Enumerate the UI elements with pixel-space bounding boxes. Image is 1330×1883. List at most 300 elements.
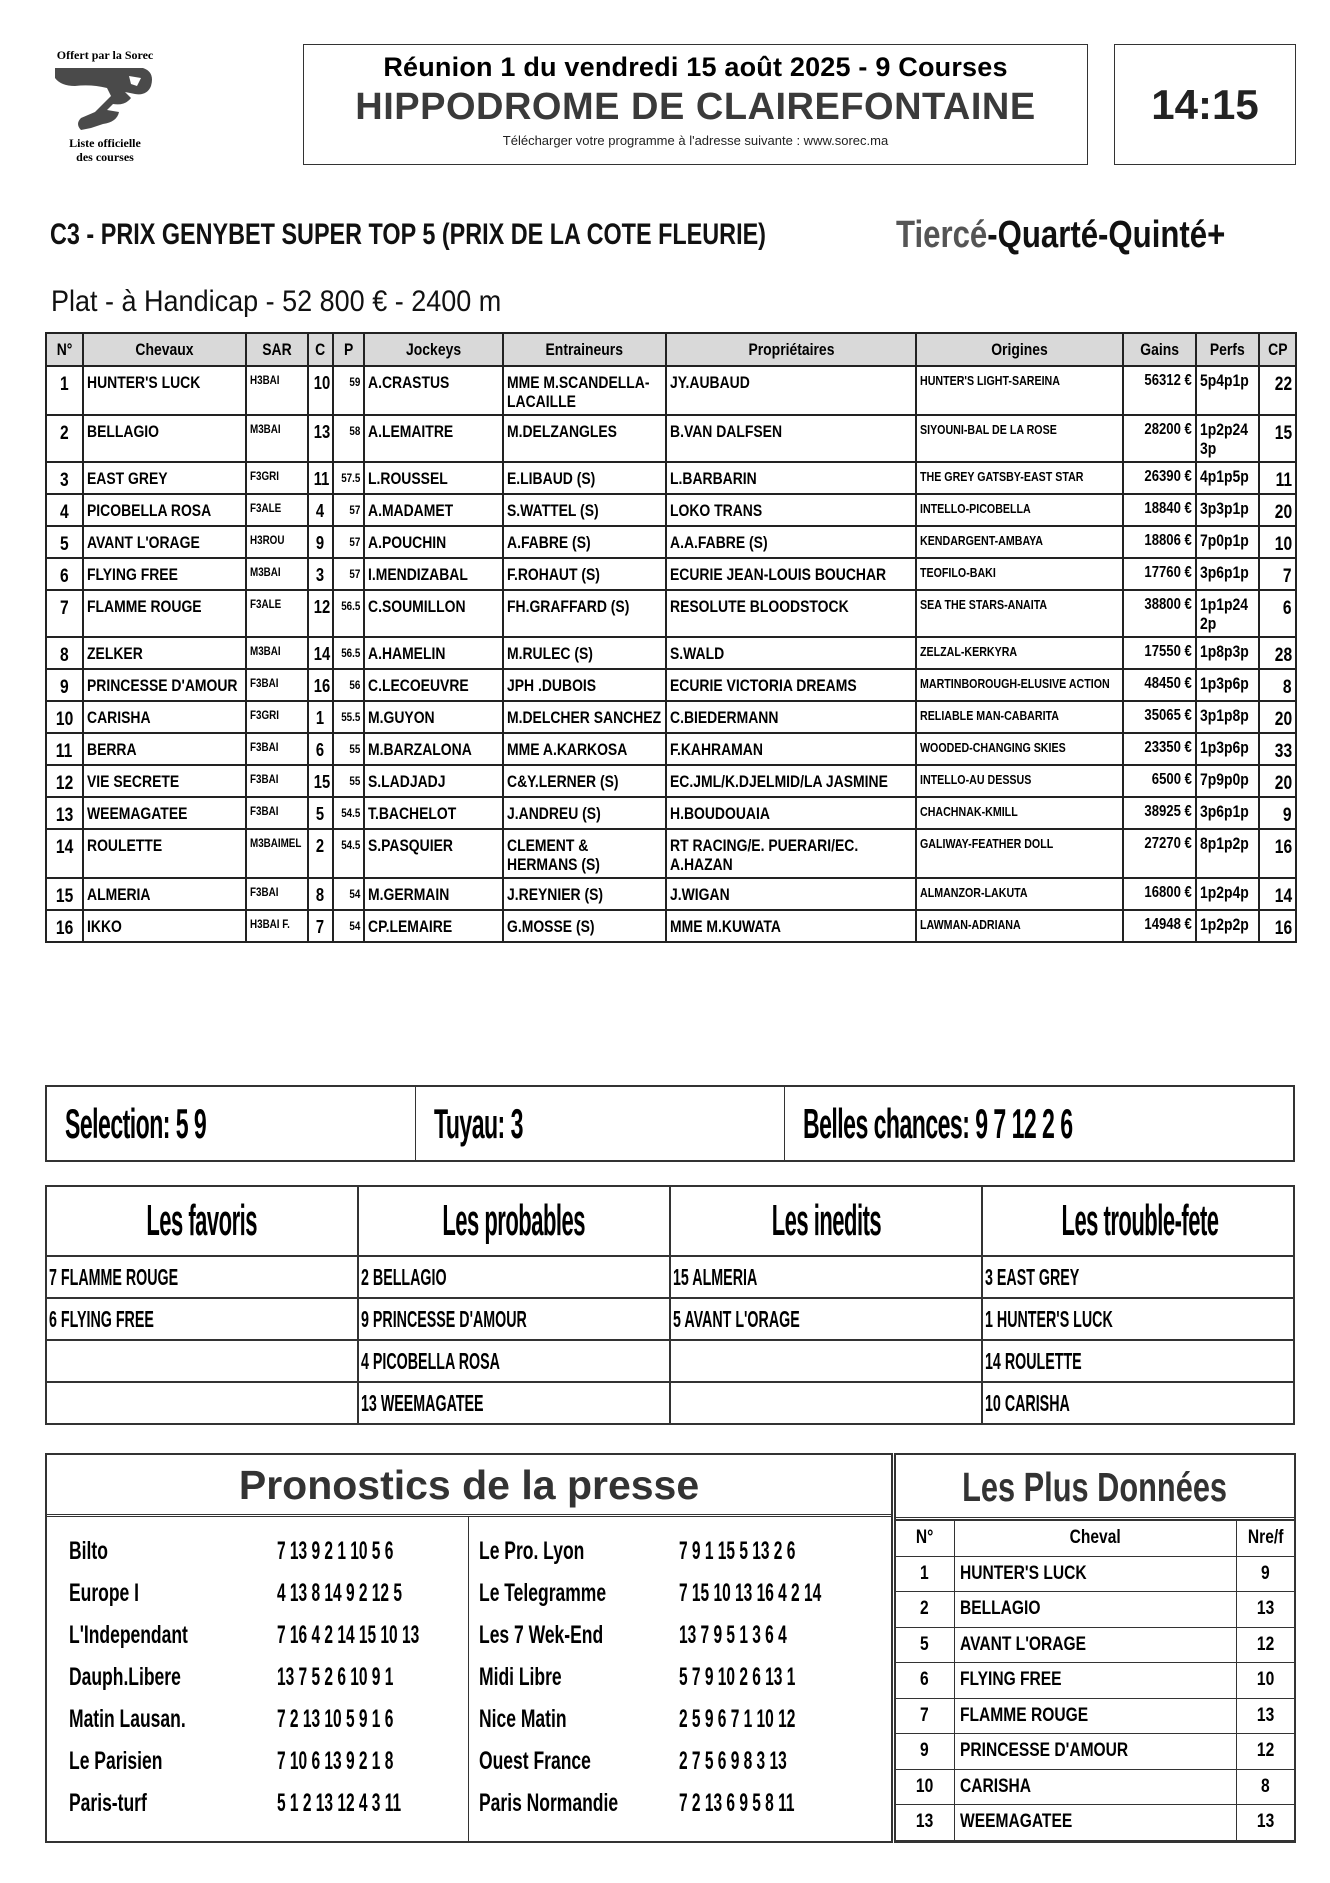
runner-origines-cell [916,526,1123,558]
runner-cp-cell [1259,637,1296,669]
runner-sar-cell [246,829,308,878]
runner-cheval: FLAMME ROUGE [87,597,202,616]
runner-n: 13 [55,805,74,826]
runner-proprietaire: RESOLUTE BLOODSTOCK [670,597,849,616]
tuyau-cell [416,1087,785,1160]
pronostic-row [47,1615,468,1657]
runner-p-cell [333,590,364,637]
runner-origines-cell [916,462,1123,494]
runner-n-cell [46,366,83,415]
runner-jockey: A.LEMAITRE [368,422,454,441]
runner-cp: 16 [1274,837,1292,858]
pronostic-numbers: 4 13 8 14 9 2 12 5 [277,1579,402,1607]
runner-proprietaire: J.WIGAN [670,885,730,904]
runner-jockey-cell [364,590,503,637]
runner-gains: 16800 € [1144,884,1192,901]
pronostic-row [47,1531,468,1573]
race-time: 14:15 [1151,80,1259,128]
runner-c-cell [308,526,333,558]
press-pronostics-title: Pronostics de la presse [238,1462,700,1508]
runner-jockey: A.POUCHIN [368,533,447,552]
runner-gains-cell [1123,829,1196,878]
runner-sar-cell [246,765,308,797]
runner-cheval: FLYING FREE [87,565,178,584]
runner-n-cell [46,590,83,637]
category-cell [670,1382,982,1424]
runner-row [46,765,1296,797]
runner-origines: CHACHNAK-KMILL [920,804,1018,819]
runner-c: 10 [313,373,331,393]
most-tipped-nref: 9 [1260,1562,1270,1584]
category-cell [670,1256,982,1298]
most-tipped-nref-cell [1236,1698,1294,1734]
runner-sar: M3BAI [250,422,281,436]
runner-sar-cell [246,494,308,526]
pronostic-numbers: 5 7 9 10 2 6 13 1 [679,1663,796,1691]
pronostic-numbers: 7 15 10 13 16 4 2 14 [679,1579,822,1607]
runner-n: 3 [60,470,69,491]
runner-jockey-cell [364,366,503,415]
runner-row [46,462,1296,494]
pronostic-source: Le Telegramme [479,1579,607,1607]
runner-p: 55 [349,774,360,788]
race-conditions: Plat - à Handicap - 52 800 € - 2400 m [51,285,502,318]
runner-n: 9 [60,677,69,698]
most-tipped-row [896,1805,1294,1841]
runner-gains: 56312 € [1144,372,1192,389]
runner-proprietaire-cell [666,558,916,590]
runner-perfs: 1p3p6p [1200,674,1249,693]
runner-gains-cell [1123,797,1196,829]
runner-sar-cell [246,526,308,558]
runner-entraineur-cell [503,797,666,829]
most-tipped-n-cell [896,1805,954,1841]
runner-sar-cell [246,878,308,910]
runner-entraineur-cell [503,590,666,637]
runner-perfs-cell [1196,558,1259,590]
runner-gains-cell [1123,415,1196,462]
runner-origines-cell [916,669,1123,701]
category-header-label: Les favoris [146,1196,258,1245]
runner-cheval: BELLAGIO [87,422,160,441]
runner-gains: 17550 € [1144,643,1192,660]
selection-bar [45,1085,1295,1162]
runner-jockey-cell [364,462,503,494]
runner-row [46,494,1296,526]
runner-cp: 6 [1283,598,1292,619]
most-tipped-cheval-cell [954,1805,1236,1841]
runner-jockey-cell [364,765,503,797]
runner-perfs-cell [1196,590,1259,637]
runner-proprietaire: S.WALD [670,644,725,663]
runner-cp: 7 [1283,566,1292,587]
most-tipped-n: 1 [920,1562,930,1584]
most-tipped-cheval-cell [954,1769,1236,1805]
runner-entraineur-cell [503,366,666,415]
runner-p-cell [333,733,364,765]
runner-cp: 22 [1274,374,1292,395]
runner-perfs: 8p1p2p [1200,834,1249,853]
runner-entraineur: M.RULEC (S) [507,644,593,663]
runner-proprietaire: ECURIE JEAN-LOUIS BOUCHAR [670,565,887,584]
runner-sar-cell [246,590,308,637]
column-header [1196,333,1259,366]
runner-jockey-cell [364,878,503,910]
runner-cheval-cell [83,462,246,494]
runner-entraineur: E.LIBAUD (S) [507,469,596,488]
runner-perfs: 5p4p1p [1200,371,1249,390]
runner-cheval: HUNTER'S LUCK [87,373,201,392]
runner-n-cell [46,415,83,462]
runner-c: 14 [313,644,331,664]
category-row [46,1340,1294,1382]
category-header [358,1186,670,1256]
runner-n: 10 [55,709,74,730]
most-tipped-n-cell [896,1627,954,1663]
category-horse: 2 BELLAGIO [361,1263,447,1290]
runner-p: 56.5 [341,646,361,660]
runner-row [46,415,1296,462]
pronostic-numbers: 13 7 5 2 6 10 9 1 [277,1663,394,1691]
runner-proprietaire-cell [666,910,916,942]
pronostic-source: Ouest France [479,1747,591,1775]
column-header [83,333,246,366]
most-tipped-cheval: PRINCESSE D'AMOUR [959,1740,1128,1762]
runner-entraineur: MME A.KARKOSA [507,740,628,759]
most-tipped-cheval: AVANT L'ORAGE [959,1633,1086,1655]
runner-perfs: 3p6p1p [1200,802,1249,821]
category-horse: 7 FLAMME ROUGE [49,1263,179,1290]
runner-origines: SEA THE STARS-ANAITA [920,597,1048,612]
runner-jockey: S.LADJADJ [368,772,446,791]
most-tipped-cheval: BELLAGIO [959,1598,1041,1620]
runner-cp: 14 [1274,886,1292,907]
logo-bottom-text-2: des courses [76,150,134,164]
most-tipped-title: Les Plus Données [962,1464,1228,1510]
runner-proprietaire: A.A.FABRE (S) [670,533,768,552]
runner-p: 57 [349,535,360,549]
runner-entraineur-cell [503,878,666,910]
runner-c-cell [308,829,333,878]
runner-jockey: M.GUYON [368,708,435,727]
runner-cp: 15 [1274,423,1292,444]
runner-perfs-cell [1196,415,1259,462]
runner-cheval-cell [83,558,246,590]
runner-entraineur: J.ANDREU (S) [507,804,601,823]
runner-jockey-cell [364,415,503,462]
belles-chances-text: Belles chances: 9 7 12 2 6 [803,1099,1073,1147]
runner-perfs: 3p6p1p [1200,563,1249,582]
selection-text: Selection: 5 9 [65,1099,207,1147]
pronostic-row [47,1699,468,1741]
category-cell [46,1340,358,1382]
runner-perfs: 1p3p6p [1200,738,1249,757]
pronostic-row [47,1741,468,1783]
runner-p-cell [333,701,364,733]
runner-cp-cell [1259,462,1296,494]
runner-p: 59 [349,375,360,389]
runner-c: 4 [316,501,325,521]
runner-proprietaire: B.VAN DALFSEN [670,422,783,441]
category-cell [358,1382,670,1424]
pronostic-row [469,1783,891,1825]
runner-jockey-cell [364,494,503,526]
runner-c-cell [308,637,333,669]
runner-perfs: 3p3p1p [1200,499,1249,518]
runners-header-row [46,333,1296,366]
runner-proprietaire: JY.AUBAUD [670,373,750,392]
runner-sar: F3BAI [250,804,279,818]
runner-origines: THE GREY GATSBY-EAST STAR [920,469,1084,484]
runner-sar-cell [246,733,308,765]
runner-jockey: M.GERMAIN [368,885,450,904]
runner-perfs-cell [1196,669,1259,701]
most-tipped-column-label: Cheval [1069,1527,1121,1549]
most-tipped-nref: 13 [1256,1598,1274,1620]
most-tipped-cheval-cell [954,1556,1236,1592]
category-horse: 1 HUNTER'S LUCK [985,1305,1113,1332]
most-tipped-n: 6 [920,1669,930,1691]
runner-proprietaire: H.BOUDOUAIA [670,804,770,823]
runner-gains-cell [1123,494,1196,526]
runner-jockey: A.CRASTUS [368,373,450,392]
category-cell [46,1382,358,1424]
runner-cp: 8 [1283,677,1292,698]
most-tipped-row [896,1627,1294,1663]
runner-row [46,733,1296,765]
runner-sar: F3GRI [250,469,279,483]
runner-cheval: EAST GREY [87,469,168,488]
runner-entraineur-cell [503,733,666,765]
runner-n: 2 [60,423,69,444]
most-tipped-row [896,1734,1294,1770]
runner-p-cell [333,829,364,878]
runner-perfs: 1p1p242p [1200,595,1249,633]
runner-entraineur-cell [503,494,666,526]
runner-cheval-cell [83,829,246,878]
pronostic-source: Matin Lausan. [69,1705,186,1733]
runner-jockey: CP.LEMAIRE [368,917,453,936]
runner-origines: ZELZAL-KERKYRA [920,644,1018,659]
runner-proprietaire-cell [666,366,916,415]
most-tipped-nref: 13 [1256,1704,1274,1726]
runner-cheval-cell [83,669,246,701]
runner-origines: WOODED-CHANGING SKIES [920,740,1066,755]
most-tipped [894,1453,1296,1843]
most-tipped-nref: 12 [1256,1633,1274,1655]
runner-c-cell [308,878,333,910]
runner-c-cell [308,765,333,797]
runner-cp-cell [1259,669,1296,701]
category-cell [670,1298,982,1340]
runner-origines-cell [916,366,1123,415]
runner-entraineur-cell [503,415,666,462]
runner-gains-cell [1123,669,1196,701]
pronostic-row [47,1657,468,1699]
runner-origines: ALMANZOR-LAKUTA [920,885,1028,900]
pronostic-numbers: 7 9 1 15 5 13 2 6 [679,1537,796,1565]
runner-origines: SIYOUNI-BAL DE LA ROSE [920,422,1057,437]
runner-jockey: I.MENDIZABAL [368,565,468,584]
runner-cp-cell [1259,526,1296,558]
logo-top-text: Offert par la Sorec [56,48,154,62]
meeting-header [303,44,1088,165]
runner-sar-cell [246,415,308,462]
runner-cp: 28 [1274,645,1292,666]
runner-cp-cell [1259,701,1296,733]
most-tipped-n-cell [896,1556,954,1592]
race-title: C3 - PRIX GENYBET SUPER TOP 5 (PRIX DE LA COTE FLEURIE) [50,218,766,251]
runner-jockey-cell [364,701,503,733]
selection-cell [47,1087,416,1160]
categories-table [45,1185,1295,1425]
runner-c: 3 [316,565,325,585]
most-tipped-cheval-cell [954,1734,1236,1770]
most-tipped-cheval-cell [954,1663,1236,1699]
runner-cp-cell [1259,765,1296,797]
runner-gains-cell [1123,878,1196,910]
pronostic-source: Les 7 Wek-End [479,1621,604,1649]
runner-entraineur-cell [503,910,666,942]
runner-gains: 48450 € [1144,675,1192,692]
pronostic-source: Dauph.Libere [69,1663,181,1691]
runner-cheval: AVANT L'ORAGE [87,533,200,552]
column-header-label: CP [1267,339,1288,359]
most-tipped-table [896,1520,1294,1841]
column-header [1123,333,1196,366]
sorec-logo [45,48,165,166]
runner-n: 16 [55,918,74,939]
runner-origines-cell [916,733,1123,765]
runner-proprietaire-cell [666,494,916,526]
most-tipped-column-label: Nre/f [1247,1527,1283,1549]
runner-sar: M3BAIMEL [250,836,302,850]
runner-jockey: C.SOUMILLON [368,597,466,616]
runner-c: 16 [313,676,331,696]
runner-n-cell [46,701,83,733]
runner-cheval: VIE SECRETE [87,772,180,791]
most-tipped-column-header [1236,1521,1294,1557]
pronostics-left-column [47,1517,469,1841]
runner-jockey-cell [364,797,503,829]
runner-sar-cell [246,910,308,942]
most-tipped-row [896,1769,1294,1805]
most-tipped-nref: 8 [1260,1775,1270,1797]
pronostic-numbers: 7 16 4 2 14 15 10 13 [277,1621,420,1649]
most-tipped-cheval: WEEMAGATEE [959,1811,1072,1833]
runner-entraineur-cell [503,526,666,558]
runner-cheval-cell [83,733,246,765]
category-horse: 9 PRINCESSE D'AMOUR [361,1305,527,1332]
runner-entraineur-cell [503,765,666,797]
most-tipped-n-cell [896,1663,954,1699]
runner-gains-cell [1123,366,1196,415]
runner-proprietaire: EC.JML/K.DJELMID/LA JASMINE [670,772,888,791]
column-header [503,333,666,366]
runner-proprietaire-cell [666,765,916,797]
column-header [1259,333,1296,366]
runner-cheval-cell [83,366,246,415]
runner-jockey: C.LECOEUVRE [368,676,469,695]
runner-c: 15 [313,772,331,792]
runner-p: 55.5 [341,710,361,724]
runner-n: 12 [55,773,74,794]
runner-sar: H3BAI F. [250,917,290,931]
pronostic-source: Nice Matin [479,1705,567,1733]
runner-c-cell [308,733,333,765]
runner-cp-cell [1259,878,1296,910]
most-tipped-row [896,1698,1294,1734]
runner-perfs-cell [1196,733,1259,765]
runner-proprietaire-cell [666,462,916,494]
most-tipped-n: 2 [920,1598,930,1620]
runner-perfs: 1p8p3p [1200,642,1249,661]
runner-jockey: A.MADAMET [368,501,454,520]
column-header-label: P [343,339,354,359]
runner-p-cell [333,878,364,910]
most-tipped-nref: 12 [1256,1740,1274,1762]
runner-proprietaire-cell [666,797,916,829]
runner-row [46,701,1296,733]
runner-c-cell [308,910,333,942]
pronostic-numbers: 7 2 13 10 5 9 1 6 [277,1705,394,1733]
runner-origines-cell [916,797,1123,829]
runner-c: 8 [316,885,325,905]
runner-origines: TEOFILO-BAKI [920,565,996,580]
runner-n: 11 [56,741,73,762]
runner-jockey: S.PASQUIER [368,836,453,855]
runner-c-cell [308,558,333,590]
pronostic-row [469,1573,891,1615]
runner-n: 8 [60,645,69,666]
category-header [982,1186,1294,1256]
runner-perfs-cell [1196,462,1259,494]
runner-row [46,910,1296,942]
runner-p-cell [333,558,364,590]
runner-n-cell [46,526,83,558]
runner-gains-cell [1123,701,1196,733]
pronostic-row [47,1573,468,1615]
most-tipped-column-header [954,1521,1236,1557]
column-header [333,333,364,366]
runner-cp: 16 [1274,918,1292,939]
categories-header-row [46,1186,1294,1256]
runner-perfs-cell [1196,701,1259,733]
most-tipped-column-label: N° [915,1527,934,1549]
runner-cp: 33 [1274,741,1292,762]
category-cell [670,1340,982,1382]
runner-sar: F3ALE [250,501,282,515]
bet-type-quarte-quinte: -Quarté-Quinté+ [987,214,1226,256]
runner-c: 11 [313,469,330,489]
runner-gains-cell [1123,558,1196,590]
runner-sar-cell [246,637,308,669]
pronostic-row [469,1615,891,1657]
most-tipped-nref-cell [1236,1592,1294,1628]
runner-c-cell [308,590,333,637]
runner-cp-cell [1259,366,1296,415]
runner-cheval-cell [83,765,246,797]
runner-perfs-cell [1196,878,1259,910]
category-header-label: Les inedits [771,1196,881,1245]
pronostic-source: Europe I [69,1579,140,1607]
category-header-label: Les trouble-fete [1061,1196,1219,1245]
pronostic-row [469,1531,891,1573]
runner-origines-cell [916,415,1123,462]
press-pronostics-title-bar [47,1455,891,1517]
runner-origines: INTELLO-PICOBELLA [920,501,1031,516]
runner-c-cell [308,797,333,829]
